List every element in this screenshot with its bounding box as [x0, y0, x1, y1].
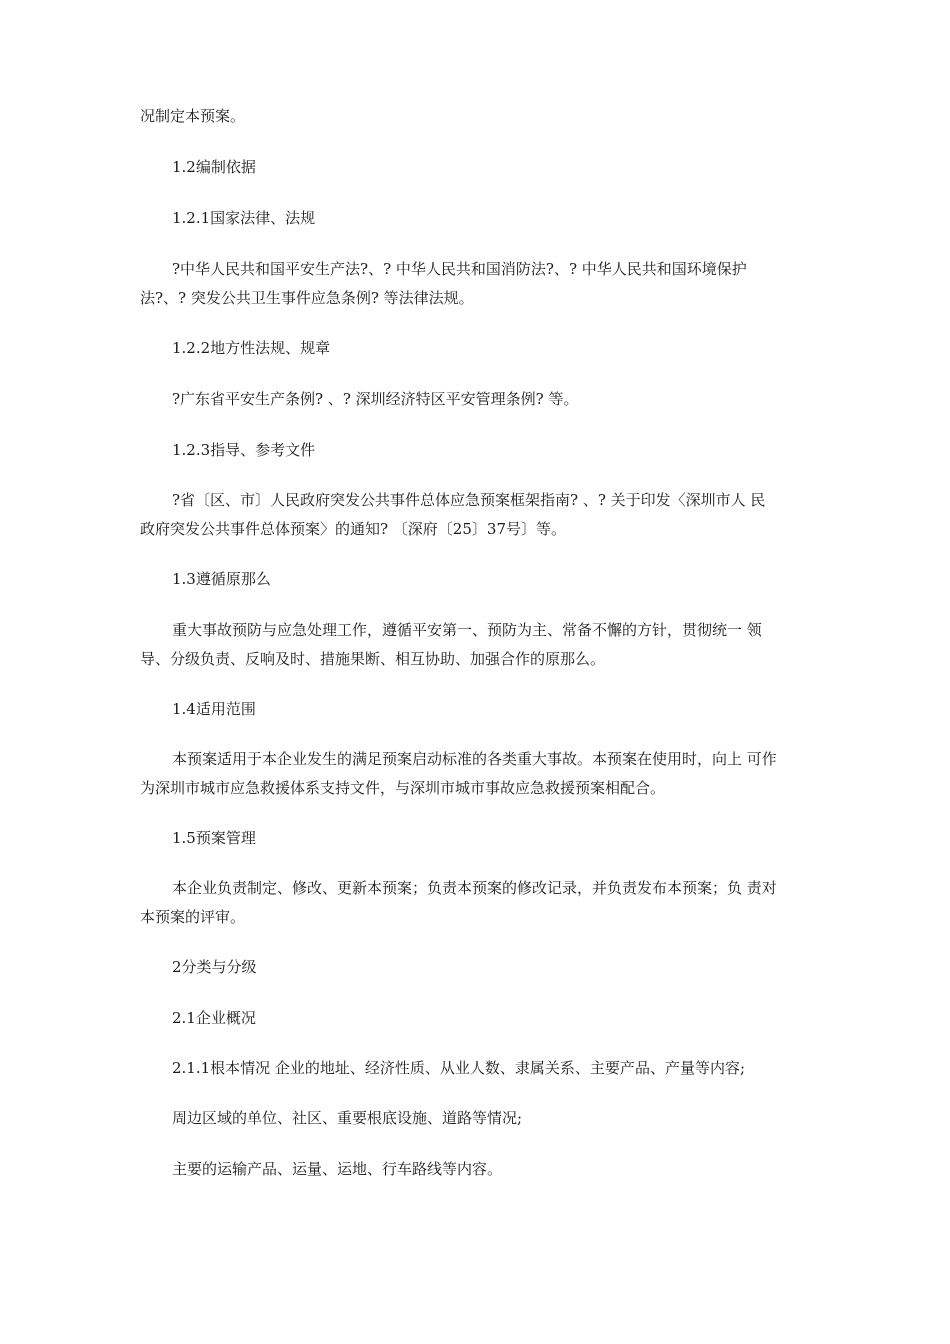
- paragraph-line: [0, 749, 950, 769]
- paragraph-text: 导、分级负责、反响及时、措施果断、相互协助、加强合作的原那么。: [140, 650, 606, 668]
- section-heading-text: 1.2编制依据: [172, 158, 256, 176]
- section-heading: [0, 338, 950, 358]
- paragraph-line: [0, 620, 950, 640]
- section-heading-text: 2分类与分级: [172, 958, 257, 976]
- paragraph-text: ?中华人民共和国平安生产法?、? 中华人民共和国消防法?、? 中华人民共和国环境保护: [172, 260, 747, 278]
- section-heading-text: 1.2.1国家法律、法规: [172, 209, 316, 227]
- paragraph-text: 法?、? 突发公共卫生事件应急条例? 等法律法规。: [140, 289, 474, 307]
- section-heading: [0, 957, 950, 977]
- paragraph-line: [0, 259, 950, 279]
- paragraph-line: [0, 1108, 950, 1128]
- paragraph-text: 2.1.1根本情况 企业的地址、经济性质、从业人数、隶属关系、主要产品、产量等内容;: [172, 1059, 745, 1077]
- section-heading: [0, 440, 950, 460]
- text-line-content: 况制定本预案。: [140, 107, 246, 125]
- section-heading: [0, 1008, 950, 1028]
- paragraph-line: [0, 878, 950, 898]
- section-heading: [0, 828, 950, 848]
- paragraph-text: 为深圳市城市应急救援体系支持文件，与深圳市城市事故应急救援预案相配合。: [140, 779, 666, 797]
- paragraph-line: [0, 389, 950, 409]
- paragraph-line: [0, 907, 950, 927]
- paragraph-text: 重大事故预防与应急处理工作，遵循平安第一、预防为主、常备不懈的方针，贯彻统一 领: [172, 621, 762, 639]
- section-heading: [0, 699, 950, 719]
- paragraph-text: ?广东省平安生产条例? 、? 深圳经济特区平安管理条例? 等。: [172, 390, 579, 408]
- paragraph-line: [0, 1058, 950, 1078]
- section-heading: [0, 208, 950, 228]
- paragraph-text: 主要的运输产品、运量、运地、行车路线等内容。: [172, 1160, 503, 1178]
- section-heading-text: 2.1企业概况: [172, 1009, 256, 1027]
- text-line: [0, 106, 950, 126]
- paragraph-text: 周边区域的单位、社区、重要根底设施、道路等情况;: [172, 1109, 523, 1127]
- paragraph-line: [0, 490, 950, 510]
- section-heading-text: 1.3遵循原那么: [172, 570, 271, 588]
- paragraph-line: [0, 519, 950, 539]
- section-heading-text: 1.2.2地方性法规、规章: [172, 339, 331, 357]
- paragraph-text: ?省〔区、市〕人民政府突发公共事件总体应急预案框架指南? 、? 关于印发〈深圳市人 民: [172, 491, 766, 509]
- section-heading: [0, 569, 950, 589]
- section-heading: [0, 157, 950, 177]
- section-heading-text: 1.2.3指导、参考文件: [172, 441, 316, 459]
- paragraph-line: [0, 778, 950, 798]
- paragraph-text: 政府突发公共事件总体预案〉的通知? 〔深府〔25〕37号〕等。: [140, 520, 566, 538]
- section-heading-text: 1.4适用范围: [172, 700, 256, 718]
- paragraph-text: 本预案适用于本企业发生的满足预案启动标准的各类重大事故。本预案在使用时，向上 可作: [172, 750, 777, 768]
- paragraph-text: 本企业负责制定、修改、更新本预案；负责本预案的修改记录，并负责发布本预案；负 责对: [172, 879, 777, 897]
- paragraph-line: [0, 1159, 950, 1179]
- paragraph-text: 本预案的评审。: [140, 908, 246, 926]
- paragraph-line: [0, 288, 950, 308]
- section-heading-text: 1.5预案管理: [172, 829, 256, 847]
- paragraph-line: [0, 649, 950, 669]
